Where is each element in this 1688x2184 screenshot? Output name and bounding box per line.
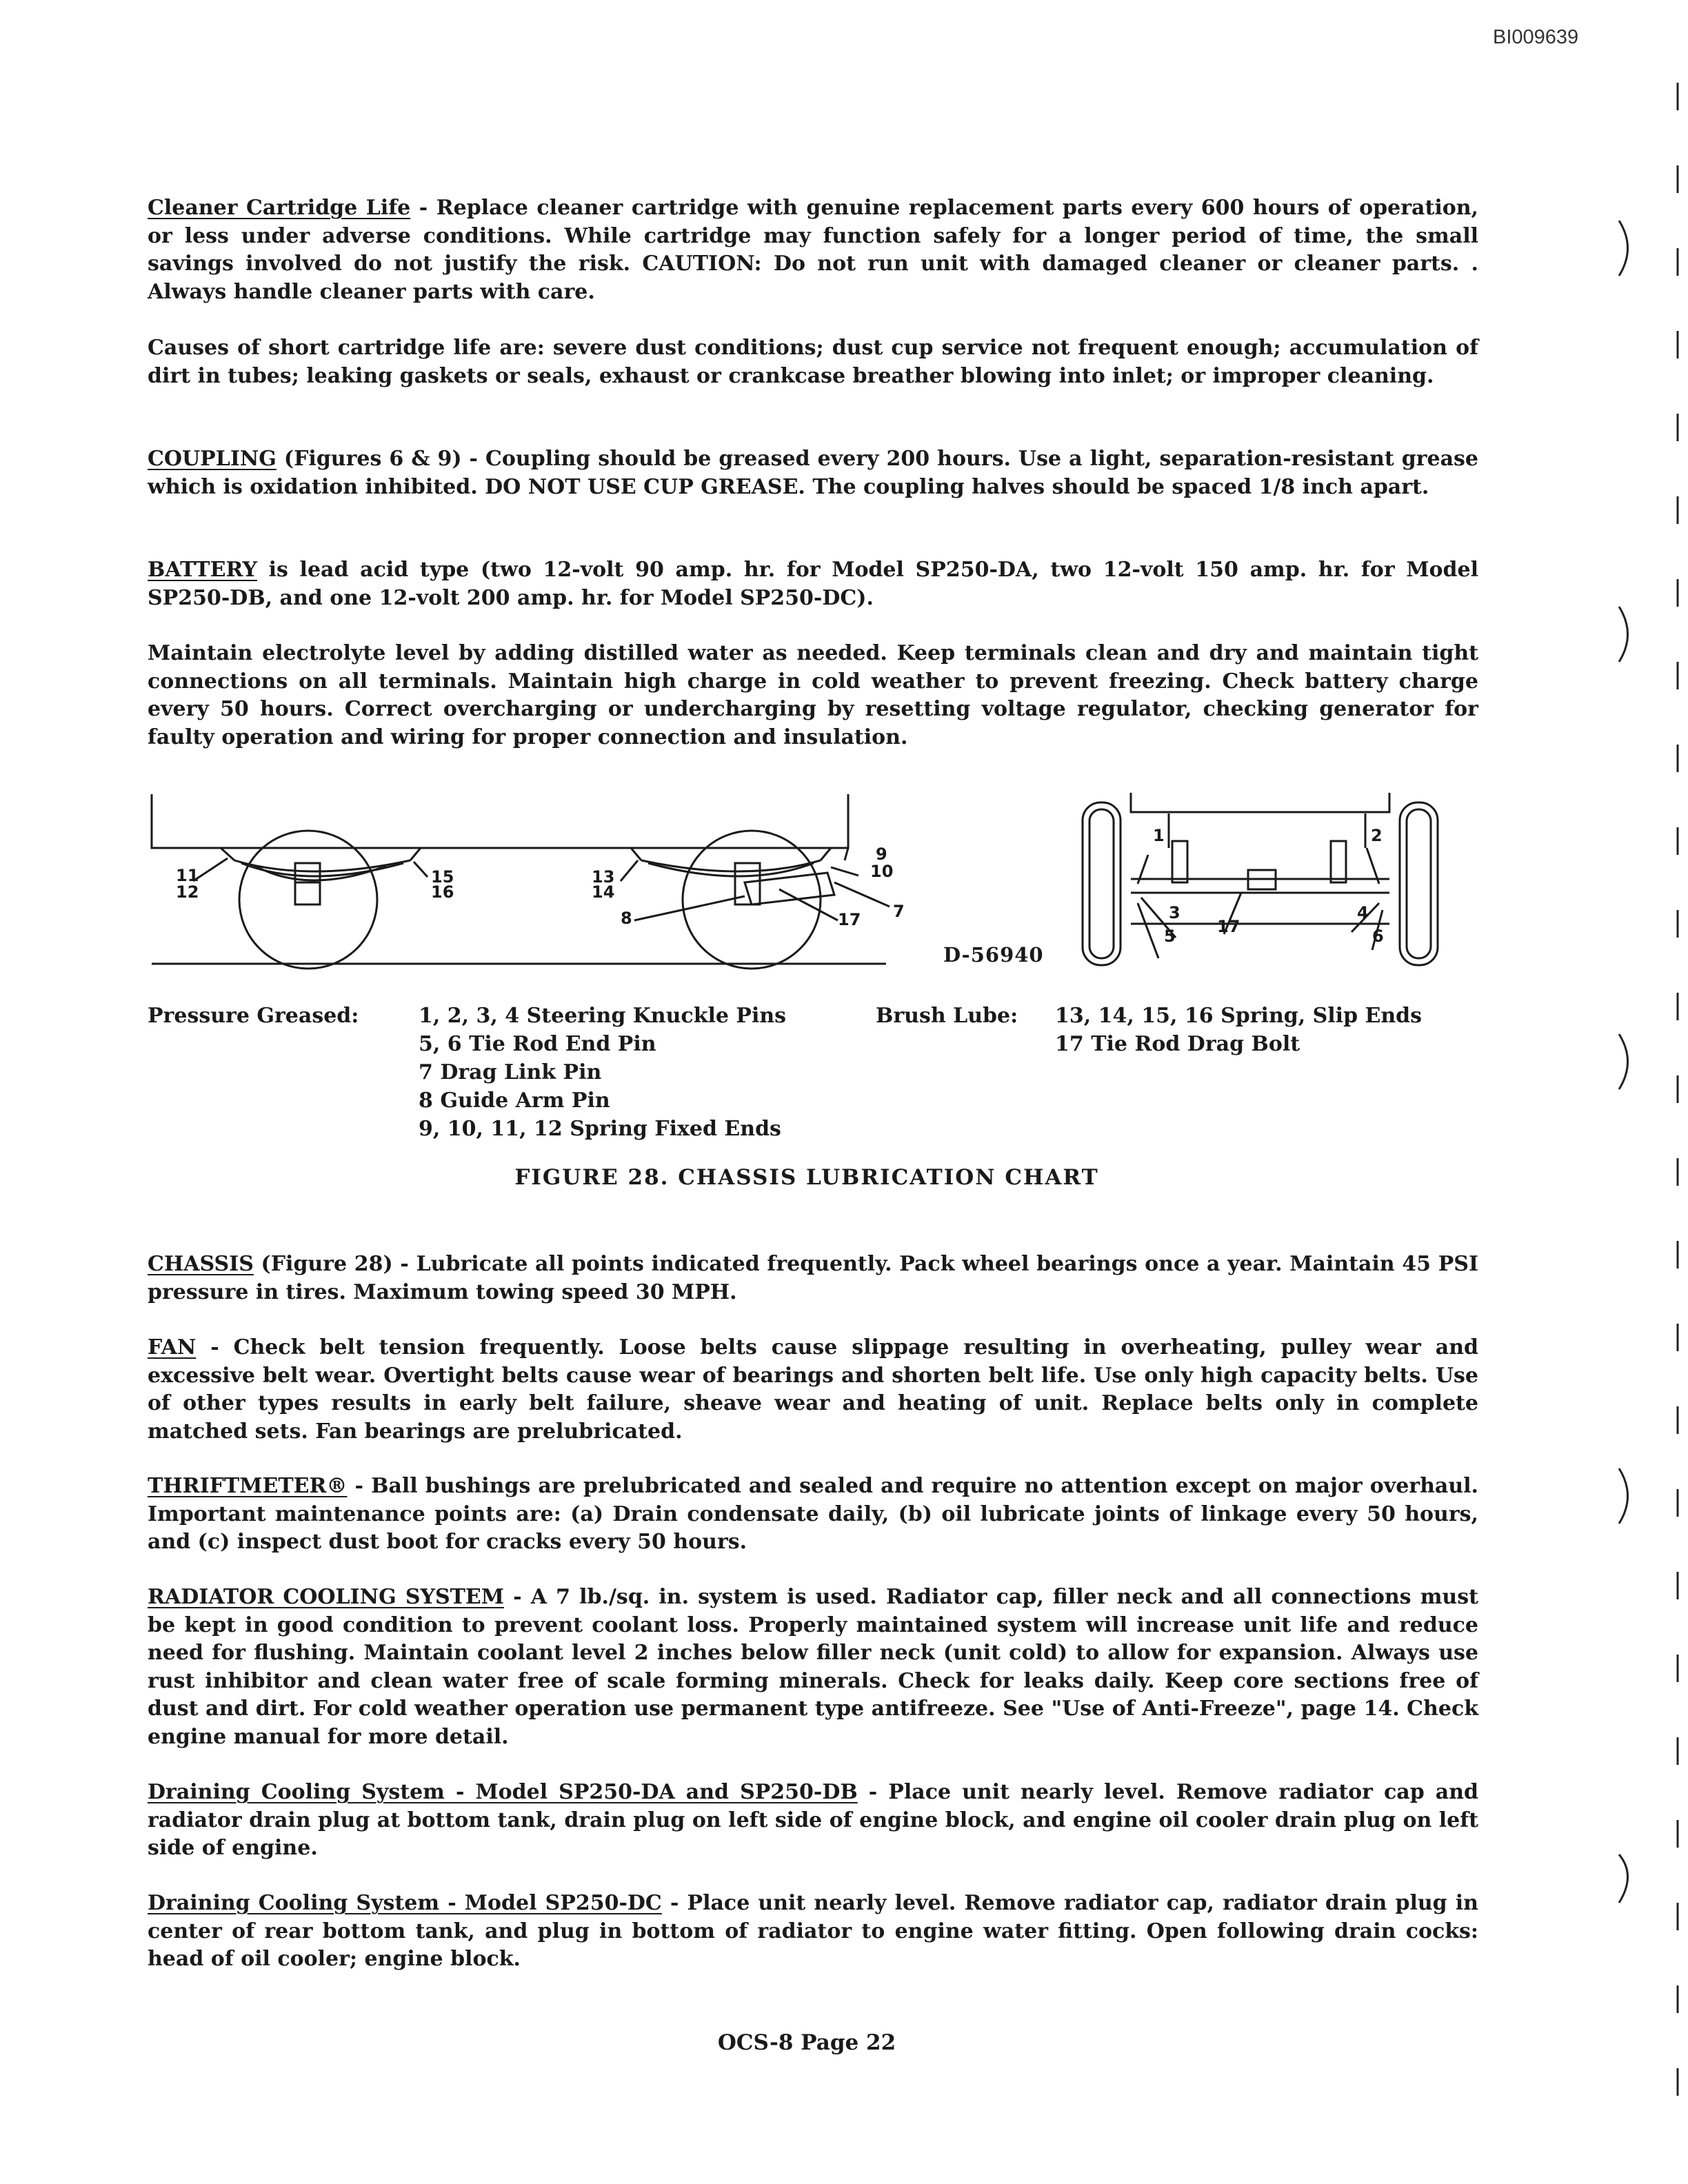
diagram-label-5: 5 [1164,927,1176,946]
legend-item: 13, 14, 15, 16 Spring, Slip Ends [1055,1004,1423,1028]
text-electrolyte: Maintain electrolyte level by adding distilled water as needed. Keep terminals clean and dry and maintain tight connections on all terminals. Maintain high charge in cold weather to prevent freezing. Check battery charge every 50 hours. Correct overcharging or undercharging by resetting voltage regulator, checking generator for faulty operation and wiring for proper connection and insulation. [148,641,1478,749]
heading-thriftmeter: THRIFTMETER® [148,1474,348,1498]
page-footer: OCS-8 Page 22 [717,2030,896,2055]
legend-item: 8 Guide Arm Pin [419,1089,610,1113]
document-id: BI009639 [1493,26,1579,48]
paragraph-coupling [148,445,1478,501]
paragraph-draining-dc [148,1890,1478,1974]
diagram-label-1: 1 [1153,826,1165,845]
paragraph-fan [148,1334,1478,1446]
binder-edge-marks [1605,0,1688,2184]
paragraph-battery [148,556,1478,612]
heading-cleaner-cartridge-life: Cleaner Cartridge Life [148,196,411,220]
diagram-label-8: 8 [621,909,632,928]
diagram-label-12: 12 [176,882,199,902]
legend-item: 5, 6 Tie Rod End Pin [419,1032,656,1056]
text-fan: - Check belt tension frequently. Loose belts cause slippage resulting in overheating, pulley wear and excessive belt wear. Overtight belts cause wear of bearings and shorten belt life. Use only high capacity belts. Use of other types results in early belt failure, sheave wear and heating of unit. Replace belts only in complete matched sets. Fan bearings are prelubricated. [148,1335,1478,1444]
heading-coupling: COUPLING [148,447,277,471]
paragraph-electrolyte [148,640,1478,751]
drawing-number: D-56940 [943,943,1044,967]
pressure-greased-label: Pressure Greased: [148,1004,359,1028]
paragraph-cleaner-cartridge-life [148,194,1478,306]
figure-caption: FIGURE 28. CHASSIS LUBRICATION CHART [514,1165,1099,1190]
legend-item: 1, 2, 3, 4 Steering Knuckle Pins [419,1004,787,1028]
diagram-label-2: 2 [1371,826,1383,845]
heading-battery: BATTERY [148,558,257,582]
text-chassis: (Figure 28) - Lubricate all points indicated frequently. Pack wheel bearings once a year. Maintain 45 PSI pressure in tires. Maximum towing speed 30 MPH. [148,1252,1478,1304]
heading-draining-dc: Draining Cooling System - Model SP250-DC [148,1891,662,1915]
heading-chassis: CHASSIS [148,1252,254,1276]
diagram-label-7: 7 [893,902,905,921]
diagram-label-3: 3 [1169,903,1180,922]
diagram-label-9: 9 [876,845,887,864]
text-draining-da-db: - Place unit nearly level. Remove radiator cap and radiator drain plug at bottom tank, drain plug on left side of engine block, and engine oil cooler drain plug on left side of engine. [148,1780,1478,1860]
text-cleaner-cartridge-life: - Replace cleaner cartridge with genuine replacement parts every 600 hours of operation, or less under adverse conditions. While cartridge may function safely for a longer period of time, the small savings involved do not justify the risk. CAUTION: Do not run unit with damaged cleaner or cleaner parts. . Always handle cleaner parts with care. [148,196,1478,304]
heading-fan: FAN [148,1335,197,1359]
paragraph-thriftmeter [148,1473,1478,1557]
diagram-label-11: 11 [176,866,199,885]
legend-item: 7 Drag Link Pin [419,1060,602,1084]
text-thriftmeter: - Ball bushings are prelubricated and sealed and require no attention except on major overhaul. Important maintenance points are: (a) Drain condensate daily, (b) oil lubricate joints of linkage every 50 hours, and (c) inspect dust boot for cracks every 50 hours. [148,1474,1478,1554]
diagram-label-16: 16 [431,882,454,902]
diagram-label-17-side: 17 [838,910,861,929]
legend-item: 17 Tie Rod Drag Bolt [1055,1032,1300,1056]
heading-draining-da-db: Draining Cooling System - Model SP250-DA and SP250-DB [148,1780,858,1804]
diagram-label-13: 13 [592,867,615,887]
diagram-label-15: 15 [431,867,454,887]
pressure-greased-list [419,1002,786,1143]
brush-lube-list [1055,1002,1422,1058]
paragraph-draining-da-db [148,1779,1478,1863]
diagram-label-14: 14 [592,882,615,902]
diagram-label-17-front: 17 [1217,917,1240,936]
paragraph-chassis [148,1251,1478,1306]
brush-lube-label: Brush Lube: [876,1004,1018,1028]
diagram-label-10: 10 [870,862,894,881]
paragraph-radiator-cooling-system [148,1584,1478,1751]
text-coupling: (Figures 6 & 9) - Coupling should be greased every 200 hours. Use a light, separation-resistant grease which is oxidation inhibited. DO NOT USE CUP GREASE. The coupling halves should be spaced 1/8 inch apart. [148,447,1478,499]
diagram-label-4: 4 [1357,903,1369,922]
legend-item: 9, 10, 11, 12 Spring Fixed Ends [419,1117,781,1141]
text-battery: is lead acid type (two 12-volt 90 amp. hr. for Model SP250-DA, two 12-volt 150 amp. hr. for Model SP250-DB, and one 12-volt 200 amp. hr. for Model SP250-DC). [148,558,1478,610]
heading-radiator-cooling-system: RADIATOR COOLING SYSTEM [148,1585,505,1609]
text-short-cartridge-life: Causes of short cartridge life are: severe dust conditions; dust cup service not frequent enough; accumulation of dirt in tubes; leaking gaskets or seals, exhaust or crankcase breather blowing into inlet; or improper cleaning. [148,336,1478,388]
text-radiator-cooling-system: - A 7 lb./sq. in. system is used. Radiator cap, filler neck and all connections must be kept in good condition to prevent coolant loss. Properly maintained system will increase unit life and reduce need for flushing. Maintain coolant level 2 inches below filler neck (unit cold) to allow for expansion. Always use rust inhibitor and clean water free of scale forming minerals. Check for leaks daily. Keep core sections free of dust and dirt. For cold weather operation use permanent type antifreeze. See "Use of Anti-Freeze", page 14. Check engine manual for more detail. [148,1585,1478,1749]
diagram-label-6: 6 [1372,927,1384,946]
text-draining-dc: - Place unit nearly level. Remove radiator cap, radiator drain plug in center of rear bottom tank, and plug in bottom of radiator to engine water fitting. Open following drain cocks: head of oil cooler; engine block. [148,1891,1478,1971]
paragraph-short-cartridge-life [148,334,1478,390]
chassis-lubrication-diagram [138,779,1483,979]
